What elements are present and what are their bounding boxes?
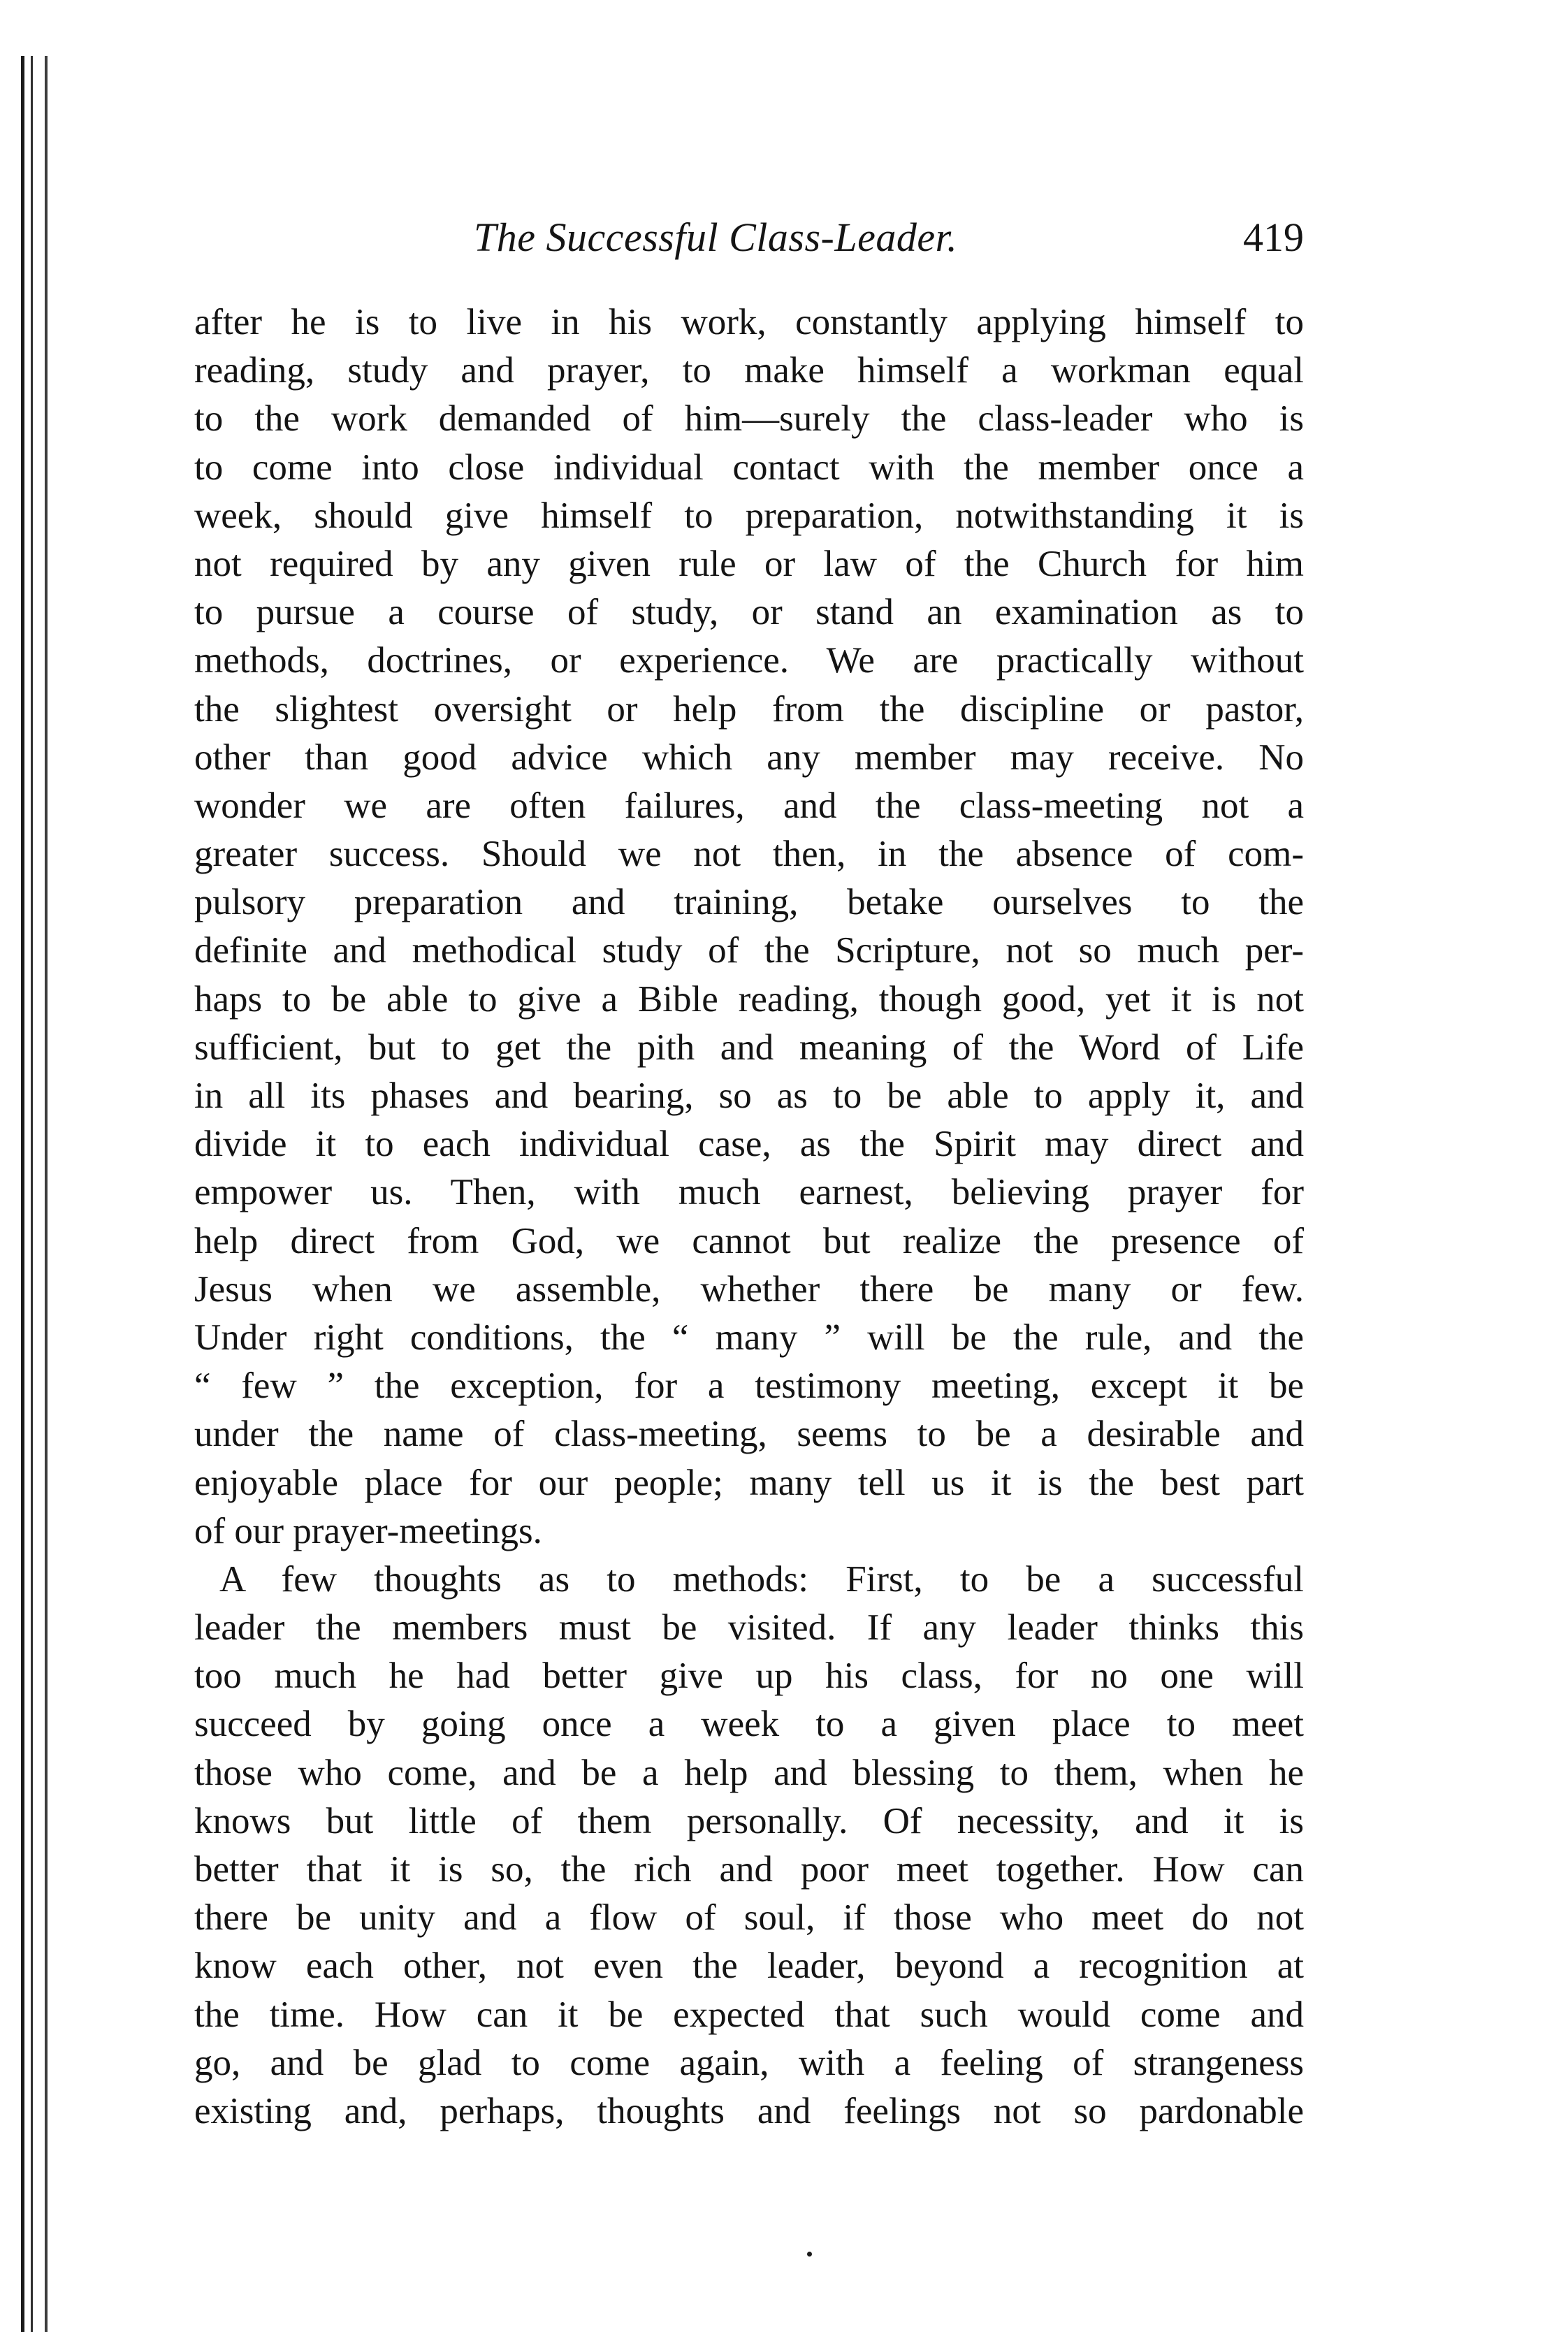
text-line: week, should give himself to preparation, notwithstanding it is (194, 495, 1304, 536)
running-title: The Successful Class-Leader. (474, 215, 958, 260)
ink-speck (807, 2252, 812, 2257)
text-line: Under right conditions, the “ many ” will be the rule, and the (194, 1317, 1304, 1358)
text-line: to the work demanded of him—surely the class-leader who is (194, 398, 1304, 440)
text-line: succeed by going once a week to a given place to meet (194, 1704, 1304, 1745)
text-line: go, and be glad to come again, with a feeling of strangeness (194, 2042, 1304, 2083)
text-line: “ few ” the exception, for a testimony meeting, except it be (194, 1366, 1304, 1407)
text-line: methods, doctrines, or experience. We are practically without (194, 640, 1304, 681)
text-line: enjoyable place for our people; many tell us it is the best part (194, 1462, 1304, 1503)
binding-shadow-line (45, 56, 48, 2332)
text-line: under the name of class-meeting, seems to be a desirable and (194, 1414, 1304, 1455)
text-line: knows but little of them personally. Of necessity, and it is (194, 1800, 1304, 1841)
text-line: too much he had better give up his class, for no one will (194, 1656, 1304, 1697)
text-line: definite and methodical study of the Scripture, not so much per- (194, 930, 1304, 971)
text-line: know each other, not even the leader, beyond a recognition at (194, 1946, 1304, 1987)
text-line: there be unity and a flow of soul, if those who meet do not (194, 1897, 1304, 1939)
paragraph-end-line: of our prayer-meetings. (194, 1510, 542, 1551)
text-line: greater success. Should we not then, in the absence of com- (194, 834, 1304, 875)
text-line: haps to be able to give a Bible reading, though good, yet it is not (194, 978, 1304, 1020)
binding-shadow-line (31, 56, 33, 2332)
text-line: better that it is so, the rich and poor meet together. How can (194, 1849, 1304, 1890)
text-line: those who come, and be a help and blessing to them, when he (194, 1752, 1304, 1793)
text-line: in all its phases and bearing, so as to be able to apply it, and (194, 1076, 1304, 1116)
text-line: existing and, perhaps, thoughts and feelings not so pardonable (194, 2090, 1304, 2131)
text-line: not required by any given rule or law of the Church for him (194, 543, 1304, 584)
text-line: other than good advice which any member may receive. No (194, 737, 1304, 778)
text-line: leader the members must be visited. If any leader thinks this (194, 1607, 1304, 1649)
text-line: the time. How can it be expected that such would come and (194, 1994, 1304, 2035)
text-line: to come into close individual contact with the member once a (194, 447, 1304, 488)
text-line: after he is to live in his work, constantly applying himself to (194, 302, 1304, 342)
text-line: empower us. Then, with much earnest, believing prayer for (194, 1172, 1304, 1213)
text-line: pulsory preparation and training, betake ourselves to the (194, 882, 1304, 923)
text-line: Jesus when we assemble, whether there be many or few. (194, 1268, 1304, 1310)
text-line: divide it to each individual case, as the Spirit may direct and (194, 1124, 1304, 1165)
binding-shadow-line (21, 56, 24, 2332)
text-line: reading, study and prayer, to make himself a workman equal (194, 350, 1304, 391)
running-head (194, 210, 1304, 266)
paragraph-start-line: A few thoughts as to methods: First, to be a successful (219, 1558, 1304, 1600)
text-line: sufficient, but to get the pith and meaning of the Word of Life (194, 1027, 1304, 1068)
page-number: 419 (1243, 215, 1304, 260)
body-text (194, 298, 1304, 2136)
text-line: wonder we are often failures, and the class-meeting not a (194, 785, 1304, 826)
text-line: to pursue a course of study, or stand an examination as to (194, 592, 1304, 633)
text-line: the slightest oversight or help from the discipline or pastor, (194, 688, 1304, 730)
text-line: help direct from God, we cannot but realize the presence of (194, 1220, 1304, 1261)
